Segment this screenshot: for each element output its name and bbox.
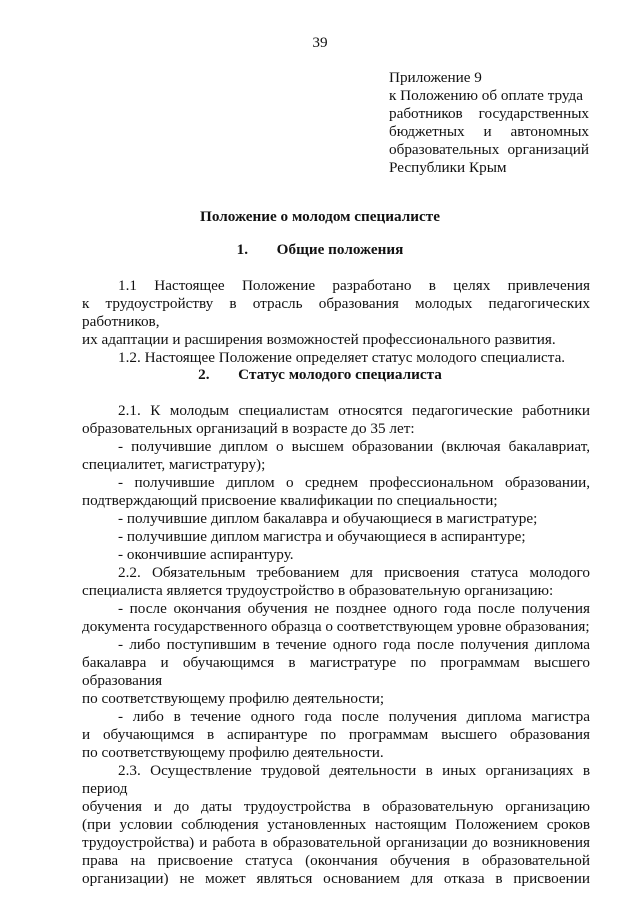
paragraph-1-1 [82,277,590,349]
text-line: документа государственного образца о соответствующем уровне образования; [82,618,590,635]
list-item [82,708,590,762]
section-title: Статус молодого специалиста [238,366,442,383]
list-item [82,528,590,546]
text-line: к трудоустройству в отрасль образования молодых педагогических работников, [82,295,590,330]
text-line: по соответствующему профилю деятельности. [82,744,384,761]
document-title: Положение о молодом специалисте [200,208,440,225]
appendix-note [389,69,589,177]
section-2-heading [0,366,640,384]
paragraph-2-2 [82,564,590,600]
text-line: 2.1. К молодым специалистам относятся педагогические работники [118,402,590,419]
text-line: - получившие диплом магистра и обучающиеся в аспирантуре; [118,528,526,545]
appendix-line: работников государственных [389,105,589,122]
text-line: - либо в течение одного года после получения диплома магистра [118,708,590,725]
text-line: - после окончания обучения не позднее одного года после получения [118,600,590,617]
section-1-heading [0,241,640,259]
paragraph-2-1 [82,402,590,438]
text-line: специалиста является трудоустройство в образовательную организацию: [82,582,554,599]
paragraph-2-3 [82,762,590,888]
appendix-line: Приложение 9 [389,69,482,86]
appendix-line: образовательных организаций [389,141,589,158]
text-line: образовательных организаций в возрасте до 35 лет: [82,420,415,437]
text-line: 1.1 Настоящее Положение разработано в целях привлечения [118,277,590,294]
text-line: организации) не может являться основанием для отказа в присвоении [82,870,590,887]
appendix-line: к Положению об оплате труда [389,87,584,104]
text-line: 1.2. Настоящее Положение определяет статус молодого специалиста. [118,349,566,366]
text-line: специалитет, магистратуру); [82,456,266,473]
text-line: по соответствующему профилю деятельности; [82,690,385,707]
text-line: - получившие диплом бакалавра и обучающиеся в магистратуре; [118,510,538,527]
text-line: подтверждающий присвоение квалификации по специальности; [82,492,498,509]
section-2-body [82,402,590,888]
text-line: права на присвоение статуса (окончания обучения в образовательной [82,852,590,869]
appendix-line: Республики Крым [389,159,507,176]
list-item [82,600,590,636]
text-line: и обучающимся в аспирантуре по программам высшего образования [82,726,590,743]
text-line: обучения и до даты трудоустройства в образовательную организацию [82,798,590,815]
list-item [82,438,590,474]
section-number: 1. [236,241,249,258]
text-line: трудоустройства) и работа в образовательной организации до возникновения [82,834,590,851]
text-line: бакалавра и обучающимся в магистратуре по программам высшего образования [82,654,590,689]
text-line: - либо поступившим в течение одного года после получения диплома [118,636,590,653]
appendix-line: бюджетных и автономных [389,123,589,140]
text-line: 2.2. Обязательным требованием для присвоения статуса молодого [118,564,590,581]
section-number: 2. [198,366,210,383]
list-item [82,636,590,708]
page-number: 39 [312,34,328,51]
text-line: - получившие диплом о высшем образовании (включая бакалавриат, [118,438,590,455]
text-line: (при условии соблюдения установленных настоящим Положением сроков [82,816,590,833]
list-item [82,546,590,564]
text-line: 2.3. Осуществление трудовой деятельности в иных организациях в период [82,762,590,797]
text-line: - окончившие аспирантуру. [118,546,294,563]
text-line: их адаптации и расширения возможностей профессионального развития. [82,331,556,348]
section-1-body [82,277,590,367]
paragraph-1-2 [82,349,590,367]
list-item [82,510,590,528]
text-line: - получившие диплом о среднем профессиональном образовании, [118,474,590,491]
section-title: Общие положения [276,241,404,258]
list-item [82,474,590,510]
